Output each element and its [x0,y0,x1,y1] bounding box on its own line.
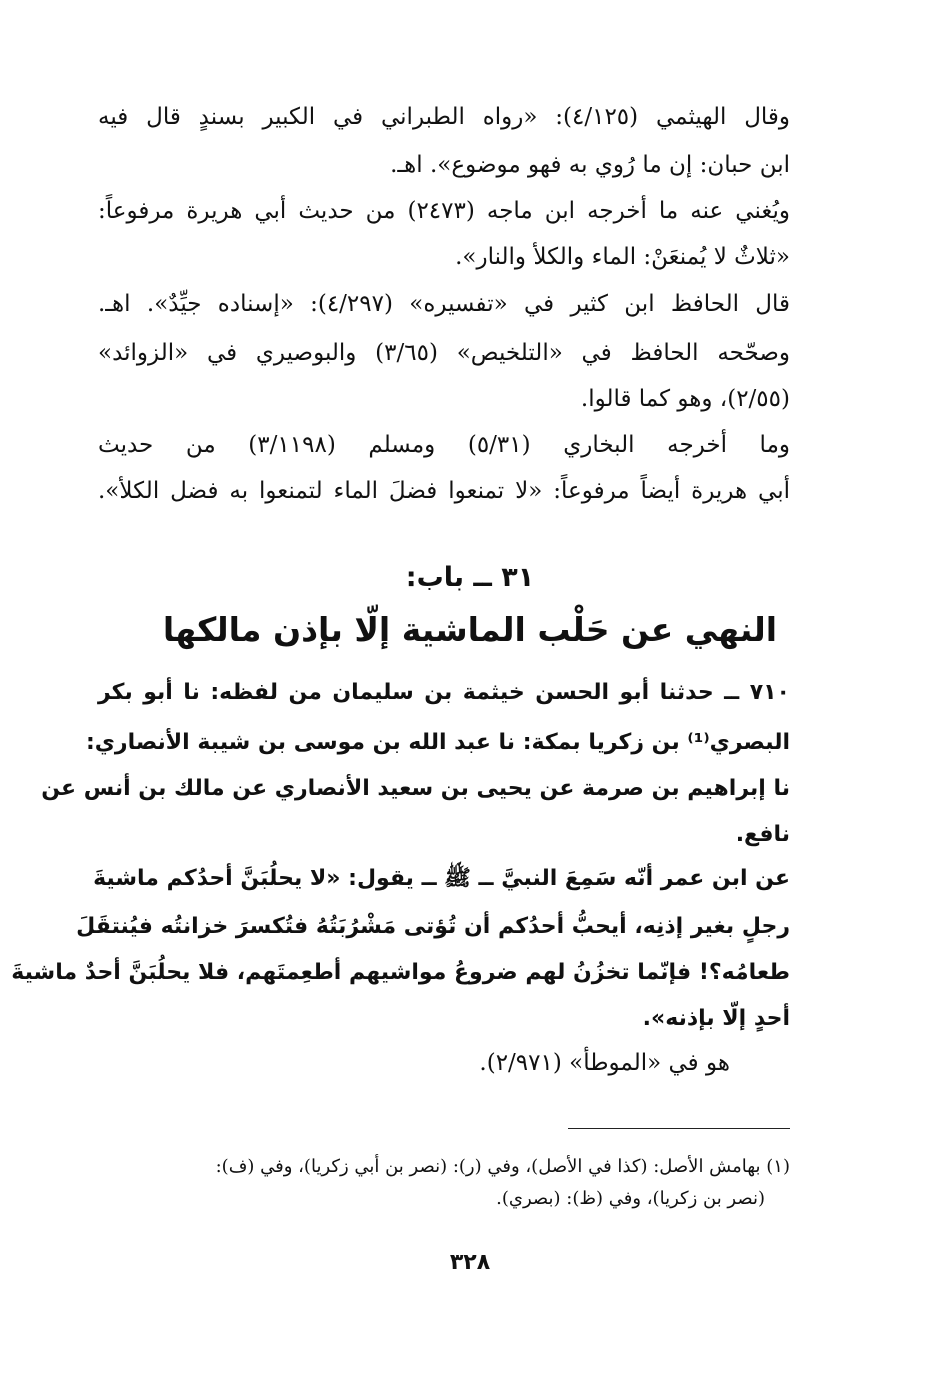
commentary-line-1: وقال الهيثمي (٤/١٢٥): «رواه الطبراني في الكبير بسندٍ قال فيه [98,104,791,130]
commentary-line-5: قال الحافظ ابن كثير في «تفسيره» (٤/٢٩٧): «إسناده جيِّدٌ». اهـ. [98,291,791,317]
hadith-line-6: رجلٍ بغير إذنِه، أيحبُّ أحدُكم أن تُؤتى مَشْرُبَتُهُ فتُكسرَ خزانتُه فيُنتقَلَ [76,914,790,939]
commentary-line-3: ويُغني عنه ما أخرجه ابن ماجه (٢٤٧٣) من حديث أبي هريرة مرفوعاً: [98,198,790,224]
chapter-number: ٣١ ــ باب: [405,562,535,593]
hadith-line-2: البصري⁽¹⁾ بن زكريا بمكة: نا عبد الله بن موسى بن شيبة الأنصاري: [85,730,790,755]
hadith-line-3: نا إبراهيم بن صرمة عن يحيى بن سعيد الأنصاري عن مالك بن أنس عن [41,776,790,801]
hadith-line-8: أحدٍ إلّا بإذنه». [642,1006,790,1031]
footnote-line-1: (١) بهامش الأصل: (كذا في الأصل)، وفي (ر): (نصر بن أبي زكريا)، وفي (ف): [215,1156,790,1177]
commentary-line-7: (٢/٥٥)، وهو كما قالوا. [580,386,790,412]
hadith-line-5: عن ابن عمر أنّه سَمِعَ النبيَّ ــ ﷺ ــ يقول: «لا يحلُبَنَّ أحدُكم ماشيةَ [93,866,790,891]
commentary-line-8: وما أخرجه البخاري (٥/٣١) ومسلم (٣/١١٩٨) من حديث [98,432,790,458]
hadith-line-4: نافع. [735,822,790,847]
commentary-line-2: ابن حبان: إن ما رُوي به فهو موضوع». اهـ. [390,152,790,178]
commentary-line-4: «ثلاثٌ لا يُمنعَنْ: الماء والكلأ والنار». [455,244,790,270]
hadith-line-7: طعامُه؟! فإنّما تخزُنُ لهم ضروعُ مواشيهم أطعِمتَهم، فلا يحلُبَنَّ أحدٌ ماشيةَ [11,960,790,985]
chapter-title: النهي عن حَلْب الماشية إلّا بإذن مالكها [162,610,778,649]
footnote-divider [568,1128,790,1129]
commentary-line-9: أبي هريرة أيضاً مرفوعاً: «لا تمنعوا فضلَ الماء لتمنعوا به فضل الكلأ». [98,478,790,504]
hadith-line-1: ٧١٠ ــ حدثنا أبو الحسن خيثمة بن سليمان من لفظه: نا أبو بكر [98,680,790,705]
page-number: ٣٢٨ [449,1250,491,1275]
source-note: هو في «الموطأ» (٢/٩٧١). [479,1050,730,1076]
footnote-line-2: (نصر بن زكريا)، وفي (ظ): (بصري). [496,1188,765,1209]
commentary-line-6: وصحّحه الحافظ في «التلخيص» (٣/٦٥) والبوصيري في «الزوائد» [98,340,791,366]
